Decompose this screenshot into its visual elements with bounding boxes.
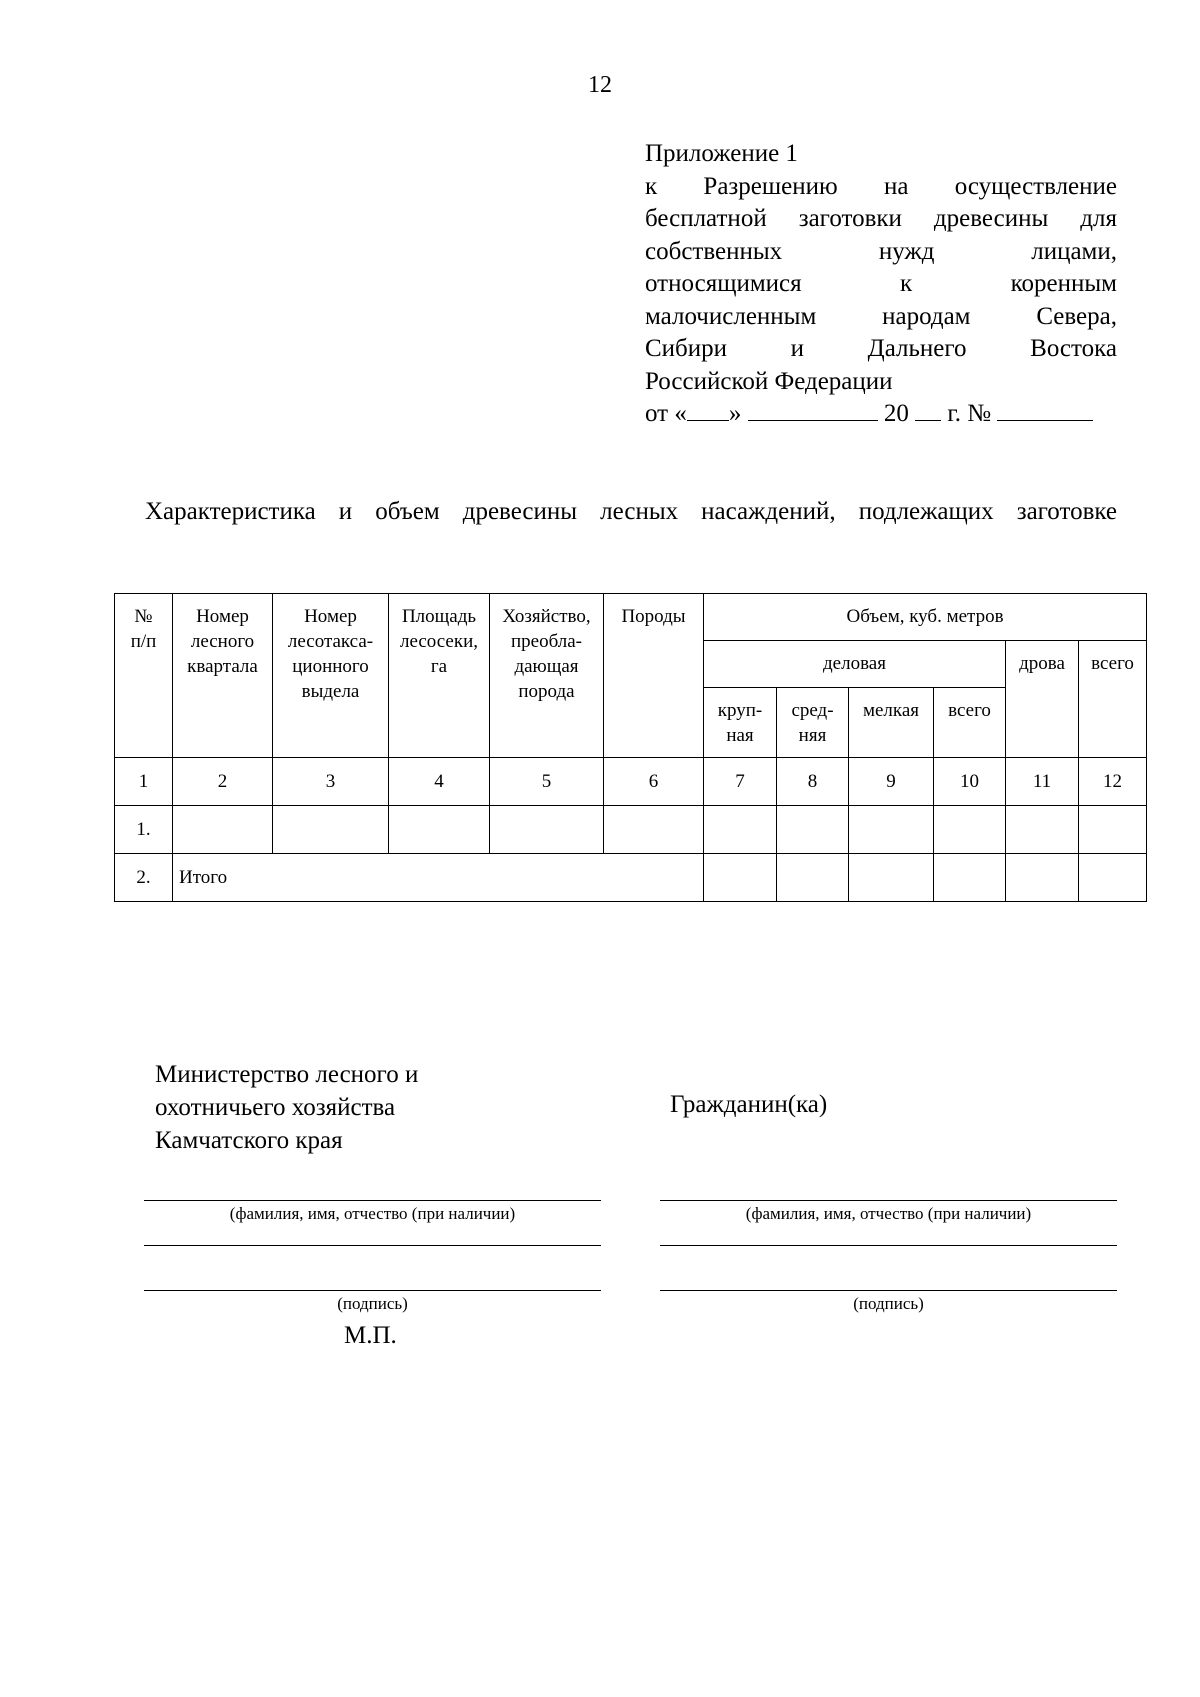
date-quote-close: » [728,400,742,427]
fio-line-right-2 [660,1245,1117,1246]
total-label: Итого [173,854,704,902]
appendix-line: относящимися к коренным [645,270,1117,297]
appendix-line: бесплатной заготовки древесины для [645,205,1117,232]
timber-volume-table [114,593,1147,902]
column-number: 3 [273,758,389,806]
day-blank [687,398,729,421]
table-cell [490,806,604,854]
ministry-block [155,1058,418,1157]
table-cell [1006,806,1079,854]
table-cell [704,806,777,854]
header-business: деловая [704,641,1006,688]
column-number: 8 [777,758,849,806]
header-firewood: дрова [1006,641,1079,758]
citizen-label: Гражданин(ка) [670,1091,828,1118]
table-cell [934,806,1006,854]
appendix-title: Приложение 1 [645,140,798,167]
appendix-line: малочисленным народам Севера, [645,302,1117,330]
header-quarter: Номер лесного квартала [173,594,273,758]
table-cell [1079,806,1147,854]
header-area: Площадь лесосеки, га [389,594,490,758]
column-number: 9 [849,758,934,806]
header-business-total: всего [934,688,1006,758]
column-number: 11 [1006,758,1079,806]
table-cell [704,854,777,902]
stamp-place: М.П. [344,1322,397,1349]
header-volume: Объем, куб. метров [704,594,1147,641]
column-number: 1 [115,758,173,806]
date-prefix: от « [645,400,687,427]
ministry-line: охотничьего хозяйства [155,1094,396,1121]
signature-line-left [144,1290,601,1291]
table-cell [777,806,849,854]
appendix-line: к Разрешению на осуществление [645,172,1117,200]
column-number: 7 [704,758,777,806]
fio-line-left-2 [144,1245,601,1246]
ministry-line: Министерство лесного и [155,1061,419,1088]
table-cell [1006,854,1079,902]
appendix-line: собственных нужд лицами, [645,237,1117,265]
table-cell [934,854,1006,902]
table-cell [273,806,389,854]
column-number: 5 [490,758,604,806]
number-blank [997,398,1093,421]
table-cell [777,854,849,902]
document-title: Характеристика и объем древесины лесных насаждений, подлежащих заготовке [145,498,1117,525]
column-number: 6 [604,758,704,806]
header-num: № п/п [115,594,173,758]
table-row [115,854,1147,902]
appendix-line: Российской Федерации [645,367,893,395]
year-blank [915,398,941,421]
date-g-number: г. № [947,400,992,427]
table-cell [1079,854,1147,902]
page-number: 12 [588,72,612,98]
header-medium: сред- няя [777,688,849,758]
signature-caption-right: (подпись) [853,1294,924,1313]
appendix-date-line [645,398,1117,431]
appendix-header [645,138,1117,431]
fio-line-left [144,1200,601,1201]
header-large: круп- ная [704,688,777,758]
header-economy: Хозяйство, преобла- дающая порода [490,594,604,758]
row-number: 2. [115,854,173,902]
column-number: 12 [1079,758,1147,806]
column-number: 10 [934,758,1006,806]
column-number: 2 [173,758,273,806]
row-number: 1. [115,806,173,854]
table-cell [849,806,934,854]
signature-caption-left: (подпись) [337,1294,408,1313]
month-blank [748,398,878,421]
signature-line-right [660,1290,1117,1291]
column-number: 4 [389,758,490,806]
table-cell [389,806,490,854]
table-cell [604,806,704,854]
header-allotment: Номер лесотакса- ционного выдела [273,594,389,758]
header-total: всего [1079,641,1147,758]
fio-caption-right: (фамилия, имя, отчество (при наличии) [745,1204,1032,1223]
ministry-line: Камчатского края [155,1127,343,1154]
fio-line-right [660,1200,1117,1201]
date-year: 20 [883,400,909,427]
appendix-line: Сибири и Дальнего Востока [645,335,1117,362]
table-cell [849,854,934,902]
header-species: Породы [604,594,704,758]
fio-caption-left: (фамилия, имя, отчество (при наличии) [229,1204,516,1223]
table-row [115,806,1147,854]
table-cell [173,806,273,854]
header-small: мелкая [849,688,934,758]
